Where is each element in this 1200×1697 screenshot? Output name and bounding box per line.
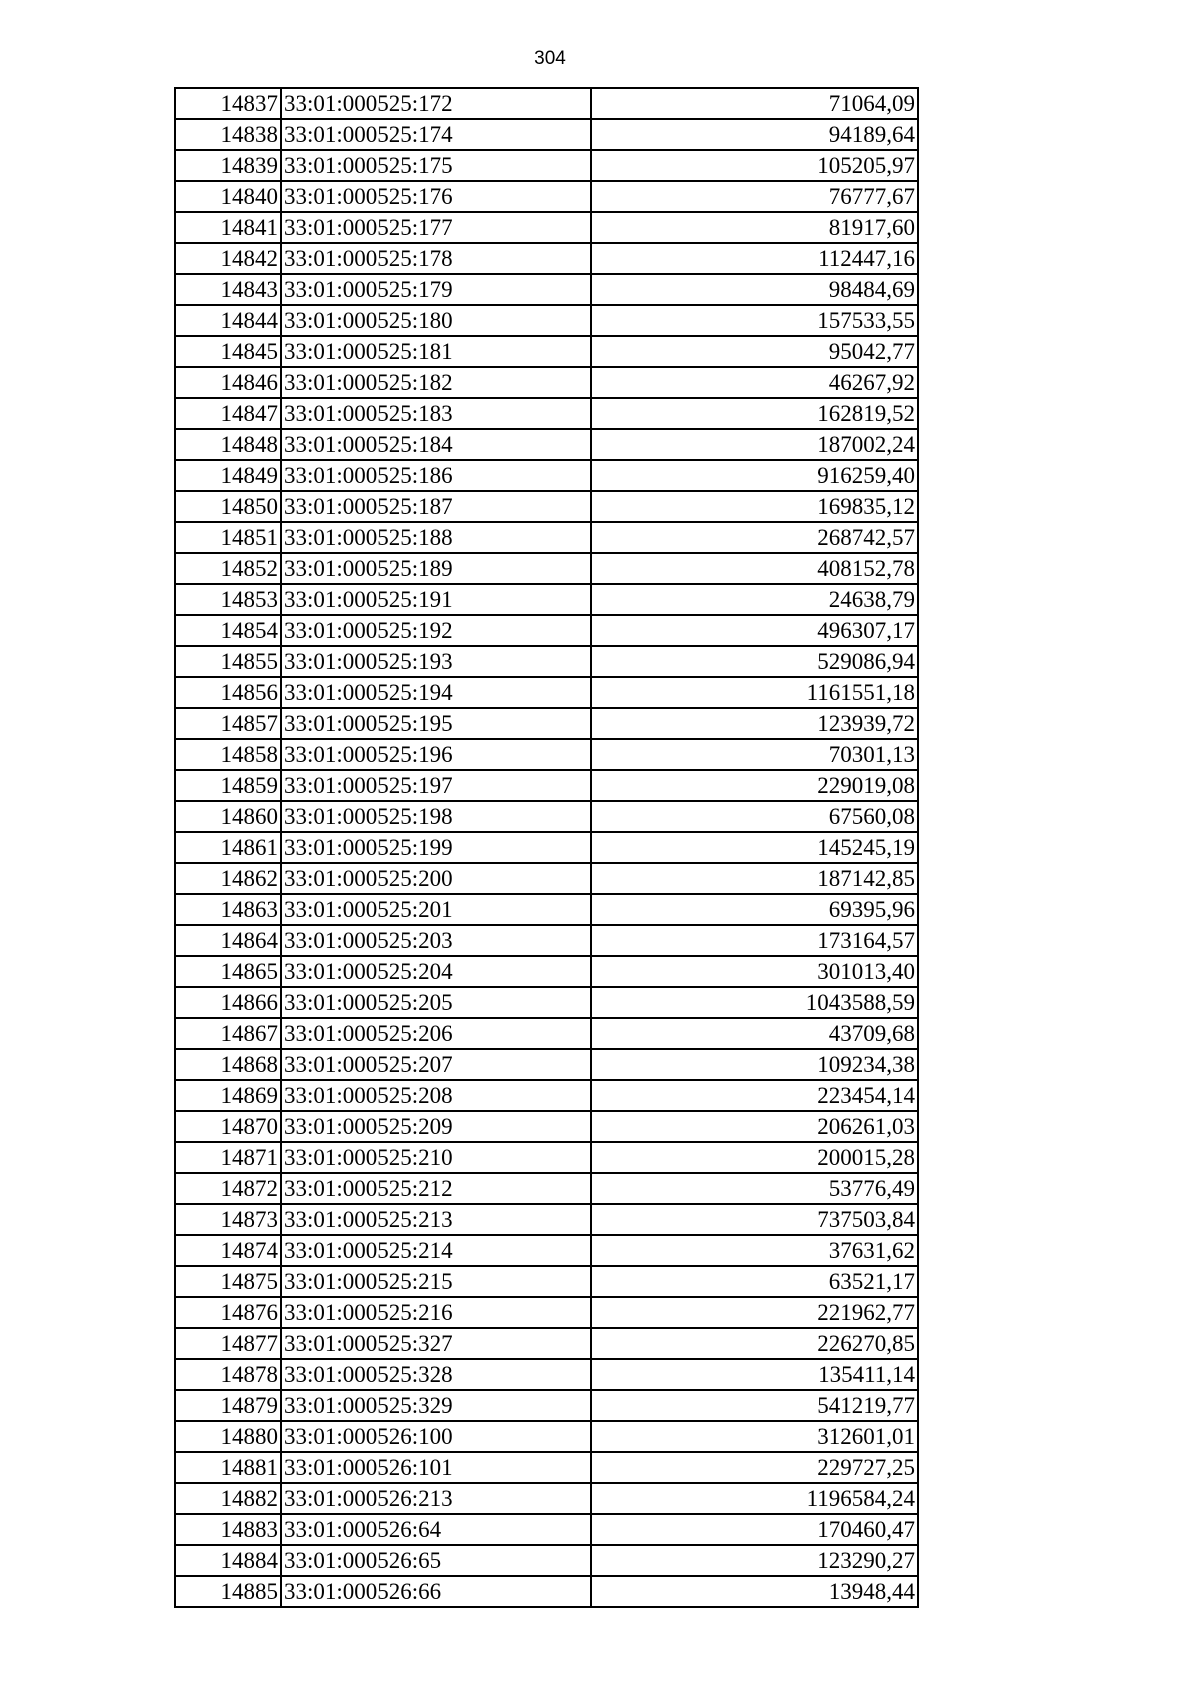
cadastral-number-cell: 33:01:000525:214 <box>281 1235 591 1266</box>
cadastral-value-cell: 226270,85 <box>591 1328 918 1359</box>
cadastral-number-cell: 33:01:000525:204 <box>281 956 591 987</box>
table-row <box>175 212 918 243</box>
cadastral-number-cell: 33:01:000525:177 <box>281 212 591 243</box>
table-row <box>175 274 918 305</box>
row-number-cell: 14838 <box>175 119 281 150</box>
cadastral-value-cell: 95042,77 <box>591 336 918 367</box>
table-row <box>175 1452 918 1483</box>
cadastral-value-cell: 268742,57 <box>591 522 918 553</box>
row-number-cell: 14870 <box>175 1111 281 1142</box>
cadastral-number-cell: 33:01:000526:65 <box>281 1545 591 1576</box>
row-number-cell: 14884 <box>175 1545 281 1576</box>
row-number-cell: 14859 <box>175 770 281 801</box>
table-row <box>175 119 918 150</box>
cadastral-value-cell: 916259,40 <box>591 460 918 491</box>
cadastral-number-cell: 33:01:000525:207 <box>281 1049 591 1080</box>
row-number-cell: 14852 <box>175 553 281 584</box>
cadastral-number-cell: 33:01:000525:194 <box>281 677 591 708</box>
row-number-cell: 14858 <box>175 739 281 770</box>
cadastral-number-cell: 33:01:000525:209 <box>281 1111 591 1142</box>
cadastral-value-cell: 69395,96 <box>591 894 918 925</box>
cadastral-number-cell: 33:01:000525:201 <box>281 894 591 925</box>
table-row <box>175 584 918 615</box>
table-row <box>175 429 918 460</box>
table-row <box>175 1545 918 1576</box>
table-row <box>175 739 918 770</box>
cadastral-number-cell: 33:01:000525:193 <box>281 646 591 677</box>
row-number-cell: 14839 <box>175 150 281 181</box>
row-number-cell: 14876 <box>175 1297 281 1328</box>
cadastral-number-cell: 33:01:000526:64 <box>281 1514 591 1545</box>
table-row <box>175 522 918 553</box>
page-number: 304 <box>534 48 566 69</box>
table-row <box>175 894 918 925</box>
row-number-cell: 14872 <box>175 1173 281 1204</box>
table-row <box>175 956 918 987</box>
table-row <box>175 1483 918 1514</box>
cadastral-number-cell: 33:01:000525:172 <box>281 88 591 119</box>
row-number-cell: 14868 <box>175 1049 281 1080</box>
cadastral-number-cell: 33:01:000525:176 <box>281 181 591 212</box>
row-number-cell: 14879 <box>175 1390 281 1421</box>
table-row <box>175 491 918 522</box>
row-number-cell: 14856 <box>175 677 281 708</box>
cadastral-number-cell: 33:01:000525:186 <box>281 460 591 491</box>
cadastral-value-cell: 1043588,59 <box>591 987 918 1018</box>
cadastral-value-cell: 157533,55 <box>591 305 918 336</box>
cadastral-number-cell: 33:01:000525:197 <box>281 770 591 801</box>
cadastral-number-cell: 33:01:000525:179 <box>281 274 591 305</box>
row-number-cell: 14882 <box>175 1483 281 1514</box>
cadastral-value-cell: 70301,13 <box>591 739 918 770</box>
cadastral-number-cell: 33:01:000525:200 <box>281 863 591 894</box>
cadastral-value-cell: 37631,62 <box>591 1235 918 1266</box>
row-number-cell: 14844 <box>175 305 281 336</box>
table-row <box>175 305 918 336</box>
table-row <box>175 367 918 398</box>
row-number-cell: 14847 <box>175 398 281 429</box>
table-row <box>175 1080 918 1111</box>
cadastral-value-cell: 76777,67 <box>591 181 918 212</box>
row-number-cell: 14842 <box>175 243 281 274</box>
table-row <box>175 1204 918 1235</box>
cadastral-value-cell: 46267,92 <box>591 367 918 398</box>
cadastral-value-cell: 123939,72 <box>591 708 918 739</box>
row-number-cell: 14867 <box>175 1018 281 1049</box>
table-row <box>175 1421 918 1452</box>
row-number-cell: 14849 <box>175 460 281 491</box>
table-row <box>175 615 918 646</box>
cadastral-value-cell: 187142,85 <box>591 863 918 894</box>
cadastral-value-cell: 135411,14 <box>591 1359 918 1390</box>
cadastral-value-cell: 162819,52 <box>591 398 918 429</box>
cadastral-value-cell: 312601,01 <box>591 1421 918 1452</box>
row-number-cell: 14869 <box>175 1080 281 1111</box>
row-number-cell: 14861 <box>175 832 281 863</box>
cadastral-number-cell: 33:01:000525:205 <box>281 987 591 1018</box>
cadastral-value-cell: 206261,03 <box>591 1111 918 1142</box>
table-row <box>175 398 918 429</box>
cadastral-value-cell: 63521,17 <box>591 1266 918 1297</box>
cadastral-value-cell: 173164,57 <box>591 925 918 956</box>
row-number-cell: 14881 <box>175 1452 281 1483</box>
table-row <box>175 925 918 956</box>
table-row <box>175 863 918 894</box>
cadastral-number-cell: 33:01:000525:213 <box>281 1204 591 1235</box>
row-number-cell: 14851 <box>175 522 281 553</box>
cadastral-value-cell: 529086,94 <box>591 646 918 677</box>
cadastral-number-cell: 33:01:000525:210 <box>281 1142 591 1173</box>
cadastral-value-cell: 112447,16 <box>591 243 918 274</box>
cadastral-number-cell: 33:01:000525:212 <box>281 1173 591 1204</box>
cadastral-value-table <box>174 87 919 1608</box>
cadastral-value-cell: 24638,79 <box>591 584 918 615</box>
row-number-cell: 14843 <box>175 274 281 305</box>
table-row <box>175 336 918 367</box>
cadastral-value-cell: 43709,68 <box>591 1018 918 1049</box>
cadastral-number-cell: 33:01:000525:196 <box>281 739 591 770</box>
cadastral-value-cell: 13948,44 <box>591 1576 918 1607</box>
table-row <box>175 243 918 274</box>
cadastral-number-cell: 33:01:000525:180 <box>281 305 591 336</box>
table-row <box>175 770 918 801</box>
cadastral-number-cell: 33:01:000525:327 <box>281 1328 591 1359</box>
table-row <box>175 1049 918 1080</box>
row-number-cell: 14855 <box>175 646 281 677</box>
cadastral-value-cell: 408152,78 <box>591 553 918 584</box>
row-number-cell: 14878 <box>175 1359 281 1390</box>
cadastral-number-cell: 33:01:000525:175 <box>281 150 591 181</box>
table-row <box>175 181 918 212</box>
cadastral-value-cell: 229727,25 <box>591 1452 918 1483</box>
cadastral-number-cell: 33:01:000525:189 <box>281 553 591 584</box>
cadastral-value-cell: 541219,77 <box>591 1390 918 1421</box>
row-number-cell: 14875 <box>175 1266 281 1297</box>
table-row <box>175 1359 918 1390</box>
cadastral-value-cell: 53776,49 <box>591 1173 918 1204</box>
cadastral-value-cell: 301013,40 <box>591 956 918 987</box>
table-row <box>175 1576 918 1607</box>
cadastral-number-cell: 33:01:000525:203 <box>281 925 591 956</box>
cadastral-number-cell: 33:01:000525:199 <box>281 832 591 863</box>
row-number-cell: 14837 <box>175 88 281 119</box>
table-row <box>175 553 918 584</box>
cadastral-number-cell: 33:01:000525:328 <box>281 1359 591 1390</box>
cadastral-value-cell: 229019,08 <box>591 770 918 801</box>
table-row <box>175 150 918 181</box>
cadastral-number-cell: 33:01:000525:174 <box>281 119 591 150</box>
cadastral-number-cell: 33:01:000525:184 <box>281 429 591 460</box>
row-number-cell: 14848 <box>175 429 281 460</box>
table-row <box>175 460 918 491</box>
table-row <box>175 987 918 1018</box>
cadastral-number-cell: 33:01:000526:213 <box>281 1483 591 1514</box>
row-number-cell: 14865 <box>175 956 281 987</box>
table-row <box>175 1297 918 1328</box>
cadastral-number-cell: 33:01:000525:198 <box>281 801 591 832</box>
cadastral-value-cell: 71064,09 <box>591 88 918 119</box>
table-row <box>175 1235 918 1266</box>
cadastral-value-cell: 109234,38 <box>591 1049 918 1080</box>
cadastral-value-cell: 98484,69 <box>591 274 918 305</box>
row-number-cell: 14883 <box>175 1514 281 1545</box>
cadastral-number-cell: 33:01:000525:191 <box>281 584 591 615</box>
row-number-cell: 14860 <box>175 801 281 832</box>
cadastral-number-cell: 33:01:000525:215 <box>281 1266 591 1297</box>
table-row <box>175 1328 918 1359</box>
cadastral-value-cell: 200015,28 <box>591 1142 918 1173</box>
table-row <box>175 801 918 832</box>
table-row <box>175 1018 918 1049</box>
row-number-cell: 14874 <box>175 1235 281 1266</box>
row-number-cell: 14862 <box>175 863 281 894</box>
cadastral-number-cell: 33:01:000525:181 <box>281 336 591 367</box>
row-number-cell: 14845 <box>175 336 281 367</box>
row-number-cell: 14841 <box>175 212 281 243</box>
row-number-cell: 14871 <box>175 1142 281 1173</box>
cadastral-value-cell: 123290,27 <box>591 1545 918 1576</box>
cadastral-number-cell: 33:01:000526:101 <box>281 1452 591 1483</box>
row-number-cell: 14854 <box>175 615 281 646</box>
cadastral-number-cell: 33:01:000525:206 <box>281 1018 591 1049</box>
cadastral-number-cell: 33:01:000526:100 <box>281 1421 591 1452</box>
row-number-cell: 14864 <box>175 925 281 956</box>
cadastral-number-cell: 33:01:000525:183 <box>281 398 591 429</box>
cadastral-value-cell: 67560,08 <box>591 801 918 832</box>
table-row <box>175 1390 918 1421</box>
cadastral-number-cell: 33:01:000525:182 <box>281 367 591 398</box>
cadastral-value-cell: 81917,60 <box>591 212 918 243</box>
cadastral-value-cell: 221962,77 <box>591 1297 918 1328</box>
cadastral-value-cell: 145245,19 <box>591 832 918 863</box>
row-number-cell: 14880 <box>175 1421 281 1452</box>
table-row <box>175 1173 918 1204</box>
cadastral-number-cell: 33:01:000525:187 <box>281 491 591 522</box>
table-row <box>175 1266 918 1297</box>
table-row <box>175 1142 918 1173</box>
cadastral-number-cell: 33:01:000525:195 <box>281 708 591 739</box>
cadastral-value-cell: 1161551,18 <box>591 677 918 708</box>
cadastral-number-cell: 33:01:000525:208 <box>281 1080 591 1111</box>
cadastral-value-cell: 737503,84 <box>591 1204 918 1235</box>
cadastral-value-cell: 94189,64 <box>591 119 918 150</box>
cadastral-value-cell: 170460,47 <box>591 1514 918 1545</box>
row-number-cell: 14840 <box>175 181 281 212</box>
cadastral-number-cell: 33:01:000526:66 <box>281 1576 591 1607</box>
cadastral-number-cell: 33:01:000525:216 <box>281 1297 591 1328</box>
table-row <box>175 88 918 119</box>
cadastral-value-cell: 169835,12 <box>591 491 918 522</box>
row-number-cell: 14866 <box>175 987 281 1018</box>
cadastral-number-cell: 33:01:000525:188 <box>281 522 591 553</box>
cadastral-number-cell: 33:01:000525:192 <box>281 615 591 646</box>
cadastral-value-cell: 1196584,24 <box>591 1483 918 1514</box>
cadastral-number-cell: 33:01:000525:329 <box>281 1390 591 1421</box>
row-number-cell: 14885 <box>175 1576 281 1607</box>
table-row <box>175 1111 918 1142</box>
cadastral-number-cell: 33:01:000525:178 <box>281 243 591 274</box>
table-row <box>175 646 918 677</box>
row-number-cell: 14853 <box>175 584 281 615</box>
row-number-cell: 14863 <box>175 894 281 925</box>
table-row <box>175 708 918 739</box>
table-row <box>175 1514 918 1545</box>
table-row <box>175 677 918 708</box>
cadastral-value-cell: 105205,97 <box>591 150 918 181</box>
row-number-cell: 14877 <box>175 1328 281 1359</box>
table-row <box>175 832 918 863</box>
row-number-cell: 14873 <box>175 1204 281 1235</box>
row-number-cell: 14850 <box>175 491 281 522</box>
row-number-cell: 14846 <box>175 367 281 398</box>
cadastral-value-cell: 187002,24 <box>591 429 918 460</box>
row-number-cell: 14857 <box>175 708 281 739</box>
cadastral-value-cell: 223454,14 <box>591 1080 918 1111</box>
cadastral-value-cell: 496307,17 <box>591 615 918 646</box>
